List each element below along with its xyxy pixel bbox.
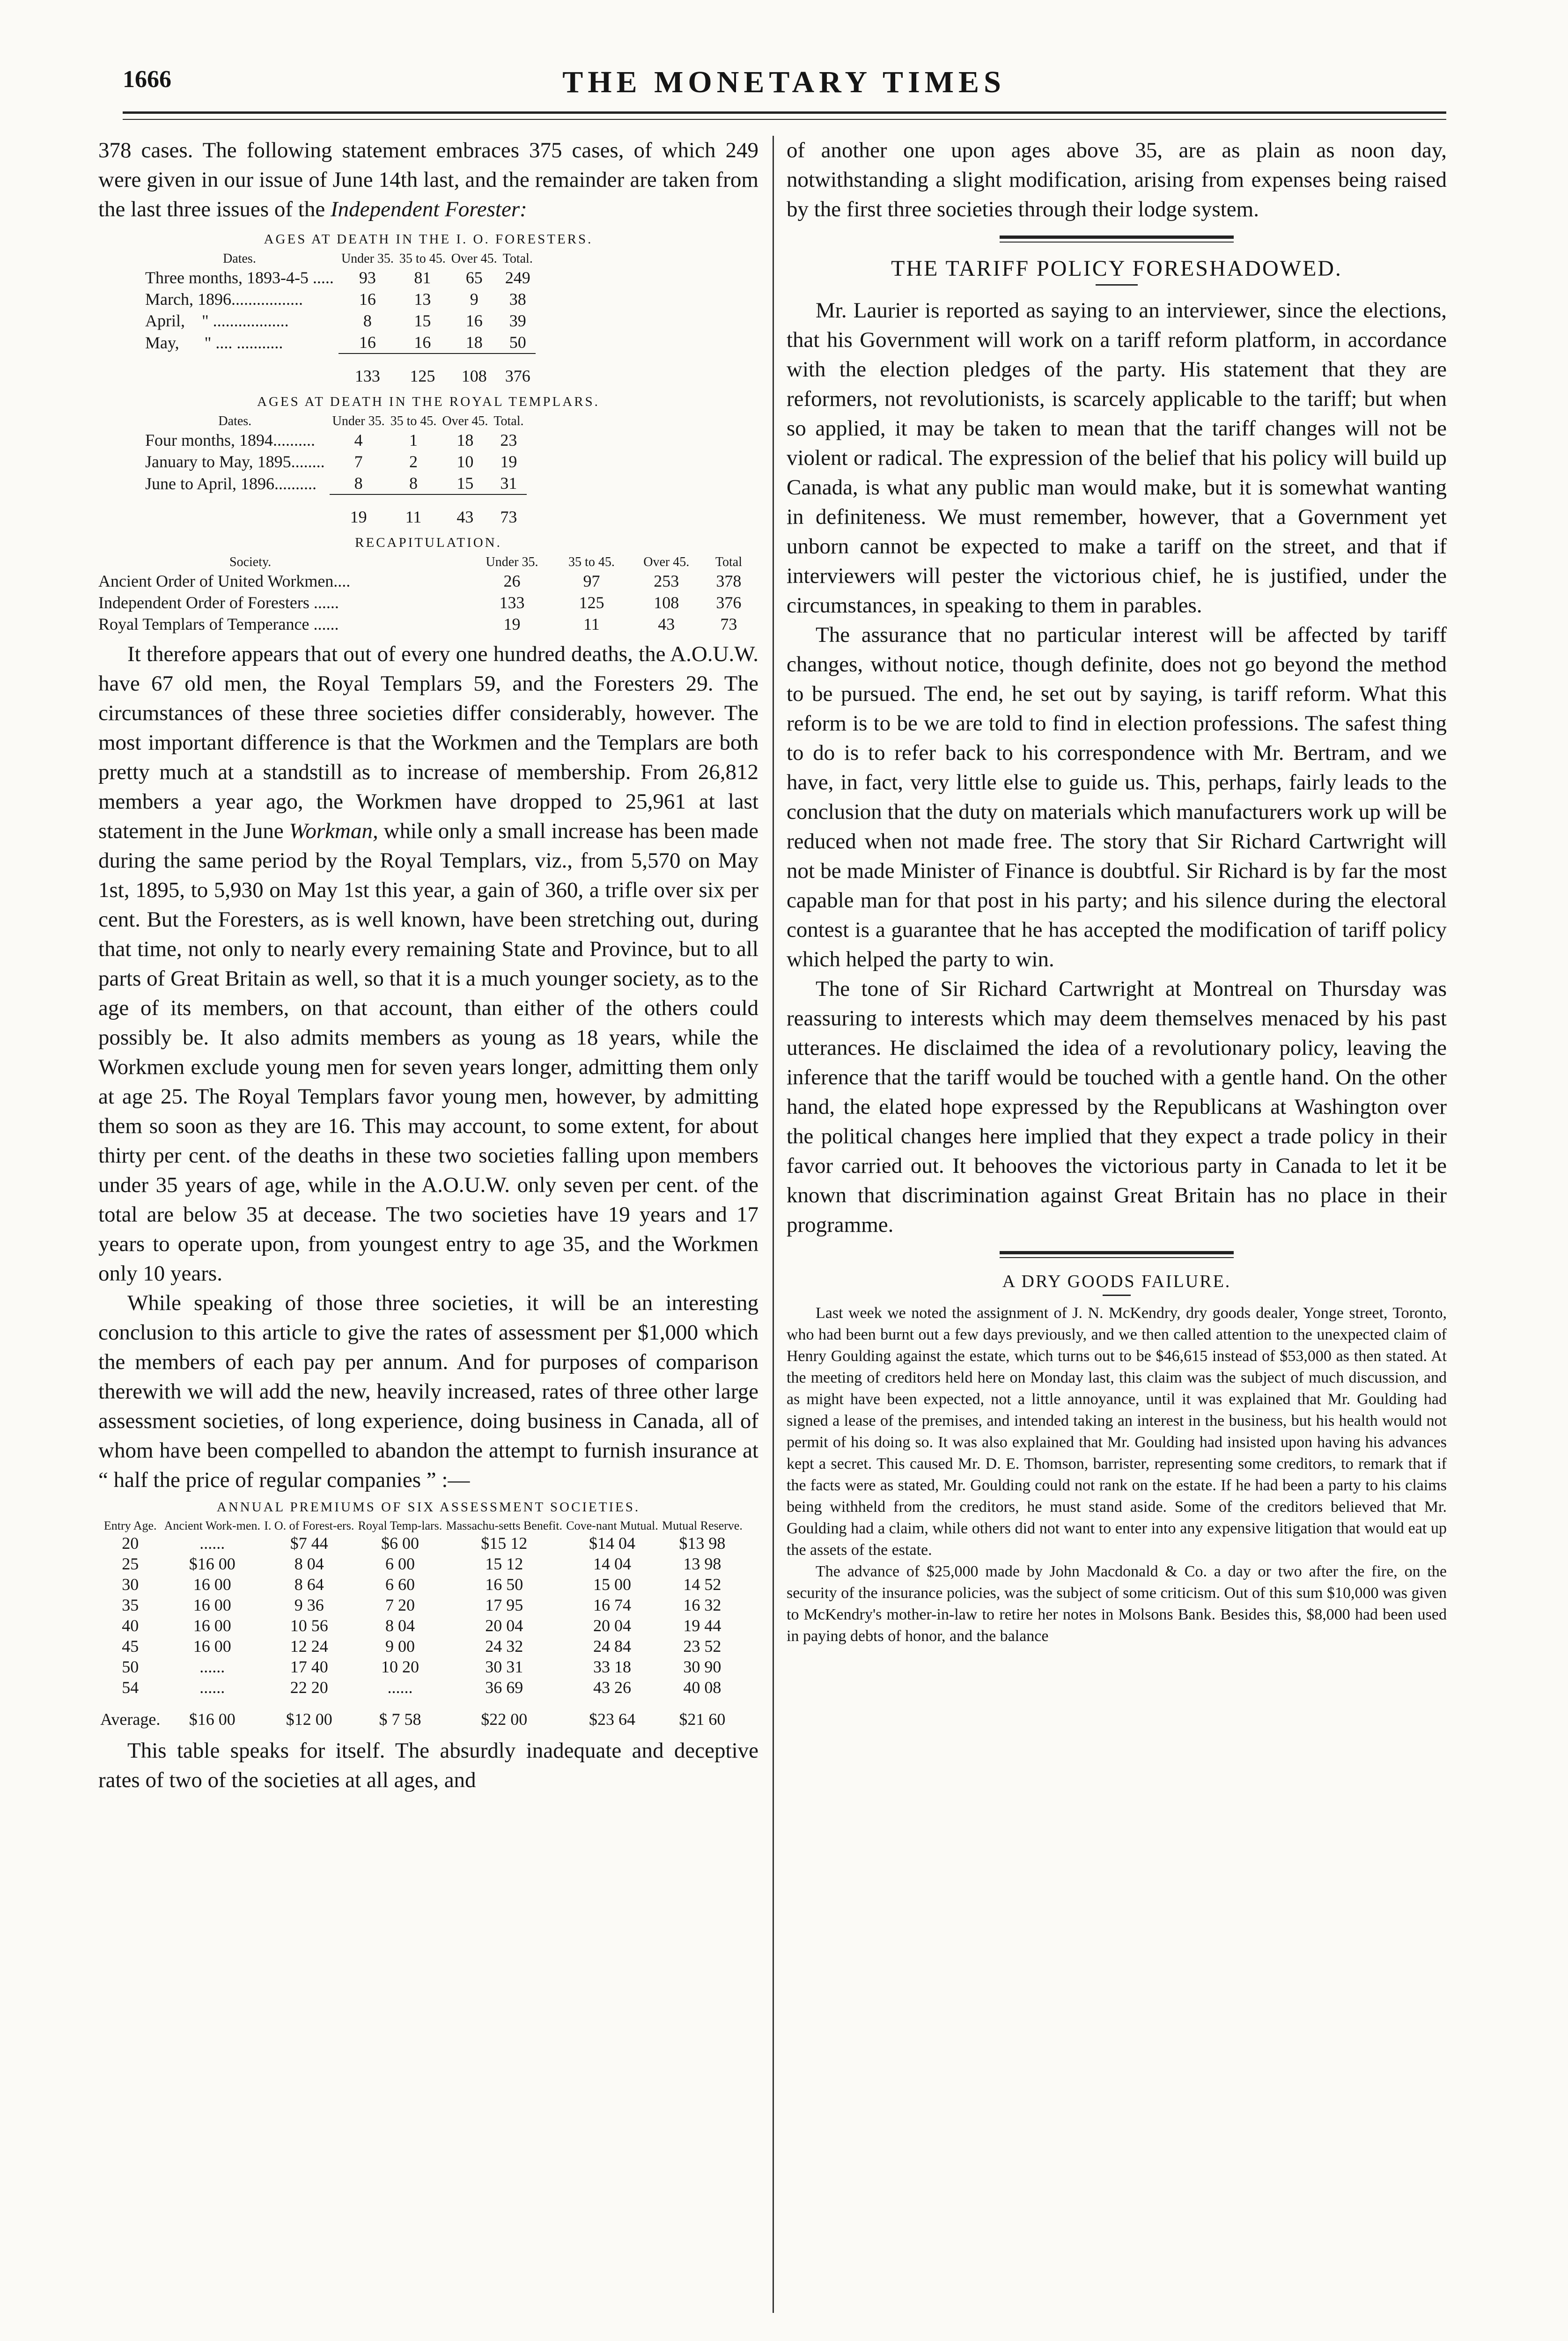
- left-para-2: [98, 640, 758, 1288]
- cell: 16: [359, 290, 376, 309]
- cell: 10 56: [290, 1616, 328, 1635]
- right-column: [787, 136, 1447, 1647]
- left-para-2b: while only a small increase has been made during the same period by the Royal Templars, viz., from 5,570 on May 1st, 1895, to 5,930 on May 1st this year, a gain of 360, a trifle over six per cent. But the Foresters, as is well known, have been stretching out, during that time, not only to nearly every remaining State and Province, but to all parts of Great Britain as well, so that it is a much younger society, as to the age of its members, on that account, than either of the others could possibly be. It also admits members as young as 18 years, while the Workmen exclude young men for seven years longer, admitting them only at age 25. The Royal Templars favor young men, however, by admitting them so soon as they are 16. This may account, to some extent, for about thirty per cent. of the deaths in these two societies falling upon members under 35 years of age, while in the A.O.U.W. only seven per cent. of the total are below 35 at decease. The two societies have 19 years and 17 years to operate upon, from youngest entry to age 35, and the Workmen only 10 years.: [98, 819, 759, 1286]
- cell: 30 90: [683, 1657, 721, 1676]
- cell: 40 08: [683, 1678, 721, 1697]
- cell: 8: [409, 474, 418, 493]
- table-header-row: [140, 413, 527, 429]
- cell: 7: [354, 452, 363, 471]
- cell: 23 52: [683, 1637, 721, 1656]
- heading-rule: [1103, 1295, 1131, 1296]
- table-row: [98, 1595, 744, 1615]
- cell: 4: [354, 431, 363, 449]
- cell: 8 04: [385, 1616, 415, 1635]
- total-cell: 108: [449, 353, 500, 387]
- col-header: Over 45.: [643, 555, 690, 569]
- cell: 97: [583, 572, 600, 590]
- cell: 31: [500, 474, 517, 493]
- average-cell: $ 7 58: [379, 1710, 421, 1729]
- cell: 108: [654, 593, 679, 612]
- cell: $14 04: [589, 1534, 635, 1553]
- cell: 11: [583, 615, 600, 633]
- left-para-1-text: 378 cases. The following statement embraces 375 cases, of which 249 were given in our issue of June 14th last, and the remainder are taken from the last three issues of the: [98, 138, 758, 221]
- table-row: [98, 570, 754, 592]
- cell: 45: [122, 1637, 139, 1656]
- total-cell: 11: [388, 494, 440, 528]
- table-row: [98, 613, 754, 635]
- col-header: 35 to 45.: [568, 555, 615, 569]
- average-cell: $23 64: [589, 1710, 635, 1729]
- cell: 7 20: [385, 1596, 415, 1614]
- cell: ......: [199, 1657, 225, 1676]
- cell: 8: [354, 474, 363, 493]
- right-para-2: Mr. Laurier is reported as saying to an interviewer, since the elections, that his Government will work on a tariff reform platform, in accordance with the election pledges of the party. His statement that they are reformers, not revolutionists, is scarcely applicable to the tariff; but when so applied, it may be taken to mean that the tariff changes will not be violent or radical. The expression of the belief that his policy will build up Canada, is what any public man would make, but it is somewhat wanting in definiteness. We must remember, however, that a Government yet unborn cannot be expected to make a tariff on the street, and that if interviewers will pester the victorious chief, he is justified, under the circumstances, in speaking to them in parables.: [787, 298, 1447, 618]
- cell: 30: [122, 1575, 139, 1594]
- col-header: 35 to 45.: [399, 251, 446, 266]
- table-row: [98, 1636, 744, 1656]
- col-header: Society.: [229, 555, 272, 569]
- cell: 20: [122, 1534, 139, 1553]
- header-rule-thin: [123, 119, 1446, 120]
- heading-rule: [1096, 284, 1138, 286]
- row-label: March, 1896.................: [145, 290, 303, 309]
- col-header: Under 35.: [341, 251, 394, 266]
- col-header: Total: [715, 555, 742, 569]
- cell: 16 00: [193, 1596, 231, 1614]
- col-header: Total.: [493, 414, 524, 428]
- cell: 133: [499, 593, 525, 612]
- row-label: Royal Templars of Temperance ......: [98, 615, 339, 633]
- cell: 6 60: [385, 1575, 415, 1594]
- table-templars-caption: AGES AT DEATH IN THE ROYAL TEMPLARS.: [257, 394, 600, 409]
- table-header-row: [98, 554, 754, 570]
- cell: 33 18: [593, 1657, 631, 1676]
- right-para-1: of another one upon ages above 35, are as plain as noon day, notwithstanding a slight modification, arising from expenses being raised by the first three societies through their lodge system.: [787, 138, 1447, 221]
- cell: 17 40: [290, 1657, 328, 1676]
- col-header: Ancient Work-men.: [164, 1519, 260, 1532]
- row-label: May, " .... ...........: [145, 333, 283, 352]
- dry-goods-heading: A DRY GOODS FAILURE.: [1002, 1272, 1231, 1291]
- col-header: Entry Age.: [103, 1519, 157, 1532]
- right-para-3: The assurance that no particular interest will be affected by tariff changes, without notice, though definite, does not go beyond the method to be pursued. The end, he set out by saying, is tariff reform. What this reform is to be we are told to find in election professions. The safest thing to do is to refer back to his correspondence with Mr. Bertram, and we have, in fact, very little else to guide us. This, perhaps, fairly leads to the conclusion that the duty on materials which manufacturers work up will be reduced when not made free. The story that Sir Richard Cartwright will not be made Minister of Finance is doubtful. Sir Richard is by far the most capable man for that post in his party; and his silence during the electoral contest is a guarantee that he has accepted the modification of tariff policy which helped the party to win.: [787, 623, 1447, 972]
- cell: $6 00: [381, 1534, 419, 1553]
- cell: 18: [465, 333, 483, 352]
- table-average-row: [98, 1698, 744, 1730]
- cell: 43 26: [593, 1678, 631, 1697]
- masthead: THE MONETARY TIMES: [562, 65, 1006, 99]
- cell: 16: [359, 333, 376, 352]
- cell: 43: [658, 615, 675, 633]
- cell: 6 00: [385, 1554, 415, 1573]
- table-row: [98, 1656, 744, 1677]
- cell: ......: [199, 1678, 225, 1697]
- cell: 24 32: [485, 1637, 523, 1656]
- cell: 40: [122, 1616, 139, 1635]
- table-recapitulation: [98, 554, 754, 635]
- cell: 253: [654, 572, 679, 590]
- table-row: [98, 1615, 744, 1636]
- cell: 39: [509, 311, 526, 330]
- cell: 1: [409, 431, 418, 449]
- average-label: Average.: [100, 1710, 161, 1729]
- table-premiums: [98, 1519, 744, 1730]
- cell: 24 84: [593, 1637, 631, 1656]
- cell: 15 12: [485, 1554, 523, 1573]
- total-cell: 19: [330, 494, 388, 528]
- cell: 93: [359, 268, 376, 287]
- total-cell: 43: [439, 494, 491, 528]
- cell: 20 04: [593, 1616, 631, 1635]
- col-header: Cove-nant Mutual.: [566, 1519, 658, 1532]
- cell: 16: [465, 311, 483, 330]
- cell: 8: [363, 311, 372, 330]
- cell: 14 52: [683, 1575, 721, 1594]
- row-label: Three months, 1893-4-5 .....: [145, 268, 334, 287]
- cell: 15: [414, 311, 431, 330]
- cell: 26: [503, 572, 521, 590]
- cell: $13 98: [679, 1534, 726, 1553]
- cell: 19: [500, 452, 517, 471]
- col-header: 35 to 45.: [390, 414, 437, 428]
- right-para-6: The advance of $25,000 made by John Macdonald & Co. a day or two after the fire, on the security of the insurance policies, was the subject of some criticism. Out of this sum $10,000 was given to McKendry's mother-in-law to retire her notes in Molsons Bank. Besides this, $8,000 had been used in paying debts of honor, and the balance: [787, 1563, 1447, 1645]
- cell: $7 44: [290, 1534, 328, 1553]
- table-row: [140, 288, 536, 310]
- table-row: [98, 1574, 744, 1595]
- cell: 38: [509, 290, 526, 309]
- cell: $16 00: [189, 1554, 236, 1573]
- cell: 12 24: [290, 1637, 328, 1656]
- cell: 378: [716, 572, 742, 590]
- recapitulation-caption: RECAPITULATION.: [355, 535, 502, 550]
- cell: 20 04: [485, 1616, 523, 1635]
- cell: 22 20: [290, 1678, 328, 1697]
- cell: 14 04: [593, 1554, 631, 1573]
- table-total-row: [140, 353, 536, 387]
- page-number: 1666: [123, 66, 171, 93]
- source-publication: Independent Forester:: [330, 197, 527, 221]
- cell: 50: [122, 1657, 139, 1676]
- cell: 54: [122, 1678, 139, 1697]
- table-templars: [140, 413, 527, 528]
- left-para-2a: It therefore appears that out of every one hundred deaths, the A.O.U.W. have 67 old men, the Royal Templars 59, and the Foresters 29. The circumstances of these three societies differ considerably, however. The most important difference is that the Workmen and the Templars are both pretty much at a standstill as to increase of membership. From 26,812 members a year ago, the Workmen have dropped to 25,961 at last statement in the June: [98, 642, 758, 843]
- col-header: Mutual Reserve.: [662, 1519, 743, 1532]
- cell: 36 69: [485, 1678, 523, 1697]
- table-row: [140, 331, 536, 353]
- cell: 25: [122, 1554, 139, 1573]
- table-header-row: [98, 1519, 744, 1533]
- section-rule-thick: [1000, 236, 1234, 239]
- col-header: Over 45.: [442, 414, 488, 428]
- cell: 16 50: [485, 1575, 523, 1594]
- cell: 17 95: [485, 1596, 523, 1614]
- column-divider: [773, 136, 774, 2313]
- cell: 81: [414, 268, 431, 287]
- cell: 16 74: [593, 1596, 631, 1614]
- table-total-row: [140, 494, 527, 528]
- cell: 16 32: [683, 1596, 721, 1614]
- table-row: [140, 310, 536, 331]
- average-cell: $21 60: [679, 1710, 726, 1729]
- table-row: [98, 1553, 744, 1574]
- col-header: Under 35.: [332, 414, 385, 428]
- cell: 16 00: [193, 1616, 231, 1635]
- cell: 2: [409, 452, 418, 471]
- cell: 125: [579, 593, 604, 612]
- average-cell: $16 00: [189, 1710, 236, 1729]
- cell: ......: [199, 1534, 225, 1553]
- row-label: Four months, 1894..........: [145, 431, 316, 449]
- table-header-row: [140, 251, 536, 267]
- cell: 249: [505, 268, 530, 287]
- total-cell: 73: [491, 494, 526, 528]
- cell: 23: [500, 431, 517, 449]
- cell: 16: [414, 333, 431, 352]
- row-label: Ancient Order of United Workmen....: [98, 572, 351, 590]
- cell: 16 00: [193, 1637, 231, 1656]
- left-column: [98, 136, 758, 1795]
- table-foresters: [140, 251, 536, 387]
- header-rule-thick: [123, 111, 1446, 114]
- row-label: January to May, 1895........: [145, 452, 325, 471]
- cell: 50: [509, 333, 526, 352]
- cell: 19: [503, 615, 521, 633]
- workman-title: Workman,: [289, 819, 378, 843]
- average-cell: $22 00: [481, 1710, 528, 1729]
- right-para-4: The tone of Sir Richard Cartwright at Montreal on Thursday was reassuring to interests which may deem themselves menaced by his past utterances. He disclaimed the idea of a revolutionary policy, leaving the inference that the tariff would be touched with a gentle hand. On the other hand, the elated hope expressed by the Republicans at Washington over the political changes here implied that they expect a trade policy in their favor carried out. It behooves the victorious party in Canada to let it be known that discrimination against Great Britain has no place in their programme.: [787, 977, 1447, 1237]
- cell: 15 00: [593, 1575, 631, 1594]
- tariff-heading: THE TARIFF POLICY FORESHADOWED.: [891, 256, 1342, 281]
- col-header: Under 35.: [486, 555, 538, 569]
- table-row: [140, 472, 527, 494]
- cell: 65: [465, 268, 483, 287]
- cell: 15: [456, 474, 474, 493]
- right-para-5: Last week we noted the assignment of J. N. McKendry, dry goods dealer, Yonge street, Toronto, who had been burnt out a few days previously, and we then called attention to the unexpected claim of Henry Goulding against the estate, which turns out to be $46,615 instead of $53,000 as then stated. At the meeting of creditors held here on Monday last, this claim was the subject of much discussion, and as might have been expected, not a little annoyance, until it was explained that Mr. Goulding had signed a lease of the premises, and intended taking an interest in the business, but his health would not permit of his doing so. It was also explained that Mr. Goulding had insisted upon having his advances kept a secret. This caused Mr. D. E. Thomson, barrister, representing some creditors, to remark that if the facts were as stated, Mr. Goulding could not rank on the estate. If he had been a party to his claims being withheld from the creditors, he must stand aside. Some of the creditors believed that Mr. Goulding had a claim, while others did not want to enter into any expensive litigation that would eat up the assets of the estate.: [787, 1304, 1447, 1559]
- cell: 8 64: [294, 1575, 324, 1594]
- table-row: [98, 1533, 744, 1553]
- cell: ......: [387, 1678, 413, 1697]
- cell: 10 20: [381, 1657, 419, 1676]
- table-row: [98, 592, 754, 613]
- section-rule-thick: [1000, 1251, 1234, 1254]
- col-header: Dates.: [223, 251, 256, 266]
- cell: 35: [122, 1596, 139, 1614]
- table-row: [140, 267, 536, 288]
- col-header: I. O. of Forest-ers.: [264, 1519, 354, 1532]
- total-cell: 125: [397, 353, 449, 387]
- cell: 376: [716, 593, 742, 612]
- cell: $15 12: [481, 1534, 528, 1553]
- row-label: June to April, 1896..........: [145, 474, 317, 493]
- col-header: Over 45.: [451, 251, 497, 266]
- col-header: Royal Temp-lars.: [358, 1519, 442, 1532]
- row-label: April, " ..................: [145, 311, 289, 330]
- cell: 13 98: [683, 1554, 721, 1573]
- left-para-4: This table speaks for itself. The absurdly inadequate and deceptive rates of two of the societies at all ages, and: [98, 1738, 758, 1792]
- cell: 18: [456, 431, 474, 449]
- col-header: Dates.: [218, 414, 252, 428]
- section-rule-thin: [1000, 1257, 1234, 1258]
- total-cell: 133: [339, 353, 397, 387]
- cell: 30 31: [485, 1657, 523, 1676]
- total-cell: 376: [500, 353, 536, 387]
- cell: 8 04: [294, 1554, 324, 1573]
- table-row: [140, 429, 527, 451]
- cell: 73: [720, 615, 737, 633]
- cell: 9 00: [385, 1637, 415, 1656]
- row-label: Independent Order of Foresters ......: [98, 593, 339, 612]
- left-para-1: [98, 136, 758, 224]
- premiums-caption: ANNUAL PREMIUMS OF SIX ASSESSMENT SOCIETIES.: [216, 1500, 640, 1515]
- col-header: Total.: [502, 251, 533, 266]
- cell: 16 00: [193, 1575, 231, 1594]
- average-cell: $12 00: [286, 1710, 332, 1729]
- left-para-3: While speaking of those three societies, it will be an interesting conclusion to this article to give the rates of assessment per $1,000 which the members of each pay per annum. And for purposes of comparison therewith we will add the new, heavily increased, rates of three other large assessment societies, of long experience, doing business in Canada, all of whom have been compelled to abandon the attempt to furnish insurance at “ half the price of regular companies ” :—: [98, 1291, 758, 1492]
- cell: 19 44: [683, 1616, 721, 1635]
- table-row: [98, 1677, 744, 1698]
- col-header: Massachu-setts Benefit.: [446, 1519, 562, 1532]
- section-rule-thin: [1000, 242, 1234, 243]
- table-foresters-caption: AGES AT DEATH IN THE I. O. FORESTERS.: [264, 232, 593, 247]
- cell: 9 36: [294, 1596, 324, 1614]
- cell: 10: [456, 452, 474, 471]
- table-row: [140, 451, 527, 472]
- cell: 13: [414, 290, 431, 309]
- cell: 9: [470, 290, 478, 309]
